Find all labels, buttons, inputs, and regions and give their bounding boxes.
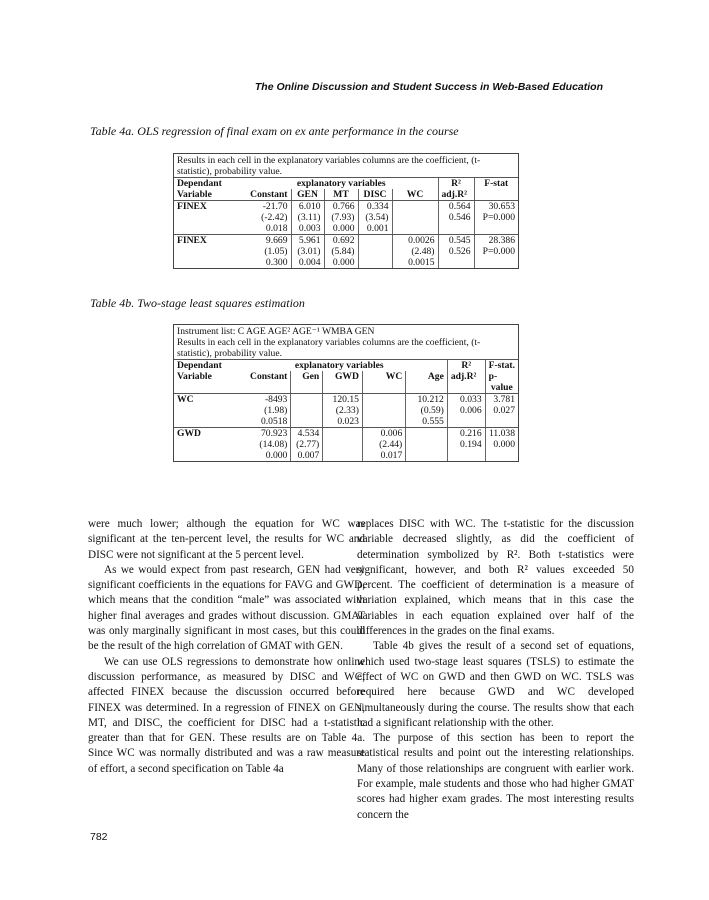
header-cell: WC [362, 371, 405, 382]
table-4a-note: Results in each cell in the explanatory variables columns are the coefficient, (t- statistic), probability value. [174, 154, 518, 178]
table-4a [173, 153, 519, 269]
table-row: (1.05) (3.01) (5.84) (2.48) 0.526 P=0.000 [174, 246, 518, 257]
header-cell: F-stat [474, 178, 518, 189]
row-label: GWD [177, 428, 201, 439]
table-row: (14.08) (2.77) (2.44) 0.194 0.000 [174, 439, 518, 450]
header-cell: adj.R² [438, 189, 474, 201]
row-label: FINEX [177, 201, 207, 212]
header-cell: p- [485, 371, 518, 382]
row-label: FINEX [177, 235, 207, 246]
table-row: 0.000 0.007 0.017 [174, 450, 518, 461]
table-4b-note: Instrument list: C AGE AGE² AGE⁻¹ WMBA GEN Results in each cell in the explanatory variables columns are the coefficient, (t- statistic), probability value. [174, 325, 518, 360]
header-cell: Dependant [177, 178, 222, 189]
table-row: GWD 70.923 4.534 0.006 0.216 11.038 [174, 428, 518, 440]
header-cell: Constant [245, 189, 291, 201]
running-head: The Online Discussion and Student Success in Web-Based Education [254, 81, 603, 93]
header-cell: explanatory variables [296, 178, 386, 189]
paragraph: We can use OLS regressions to demonstrate how online discussion performance, as measured by DISC and WC, affected FINEX because the discussion occurred before FINEX was determined. In a regression of FINEX on GEN, MT, and DISC, the coefficient for DISC had a t-statistic greater than that for GEN. These results are on Table 4a. Since WC was normally distributed and was a raw measure of effort, a second specification on Table 4a [88, 655, 365, 775]
paragraph: Table 4b gives the result of a second set of equations, which used two-stage least squares (TSLS) to estimate the effect of WC on GWD and then GWD on WC. TSLS was required here because GWD and WC developed simultaneously during the course. The results show that each had a significant relationship with the other. [357, 640, 634, 729]
header-cell: Variable [177, 371, 212, 382]
table-4b-caption: Table 4b. Two-stage least squares estimation [90, 296, 305, 310]
table-row: 0.018 0.003 0.000 0.001 [174, 223, 518, 235]
paragraph: replaces DISC with WC. The t-statistic for the discussion variable decreased slightly, as did the coefficient of determination symbolized by R². Both t-statistics were significant, however, and both R² values exceeded 50 percent. The coefficient of determination is a measure of variation explained, which means that in this case the variables in each equation explained over half of the differences in the grades on the final exams. [357, 518, 634, 638]
paragraph: As we would expect from past research, GEN had very significant coefficients in the equations for FAVG and GWD, which means that the condition “male” was associated with higher final averages and grades without discussion. GMAT was only marginally significant in most cases, but this could be the result of the high correlation of GMAT with GEN. [88, 563, 365, 653]
table-row: (1.98) (2.33) (0.59) 0.006 0.027 [174, 405, 518, 416]
header-cell: R² [438, 178, 474, 189]
header-cell: GWD [323, 371, 363, 382]
table-row: WC -8493 120.15 10.212 0.033 3.781 [174, 394, 518, 406]
table-row: (-2.42) (3.11) (7.93) (3.54) 0.546 P=0.000 [174, 212, 518, 223]
right-text-column [357, 517, 634, 823]
header-cell: F-stat. [485, 360, 518, 371]
header-cell: Constant [250, 371, 288, 382]
header-cell: Gen [291, 371, 323, 382]
table-row: 0.300 0.004 0.000 0.0015 [174, 257, 518, 268]
table-4b [173, 324, 519, 462]
header-cell: explanatory variables [294, 360, 384, 371]
table-row: FINEX -21.70 6.010 0.766 0.334 0.564 30.653 [174, 201, 518, 213]
header-cell: GEN [291, 189, 324, 201]
header-cell: Dependant [177, 360, 222, 371]
table-4a-caption: Table 4a. OLS regression of final exam on ex ante performance in the course [90, 124, 459, 138]
header-cell: Age [406, 371, 448, 382]
left-text-column [88, 517, 365, 777]
header-cell: WC [392, 189, 438, 201]
page-number: 782 [90, 831, 108, 843]
header-cell: R² [447, 360, 485, 371]
table-row: 0.0518 0.023 0.555 [174, 416, 518, 428]
table-row: FINEX 9.669 5.961 0.692 0.0026 0.545 28.386 [174, 235, 518, 247]
table-4a-grid [174, 178, 518, 268]
row-label: WC [177, 394, 194, 405]
header-cell: value [485, 382, 518, 394]
paragraph: were much lower; although the equation for WC was significant at the ten-percent level, the results for WC and DISC were not significant at the 5 percent level. [88, 518, 365, 561]
table-4b-grid [174, 360, 518, 461]
header-cell: DISC [358, 189, 392, 201]
paragraph: The purpose of this section has been to report the statistical results and point out the interesting relationships. Many of those relationships are congruent with earlier work. For example, male students and those who had higher GMAT scores had higher exam grades. The most interesting results concern the [357, 732, 634, 821]
header-cell: MT [324, 189, 358, 201]
header-cell: adj.R² [447, 371, 485, 382]
header-cell: Variable [174, 189, 245, 201]
